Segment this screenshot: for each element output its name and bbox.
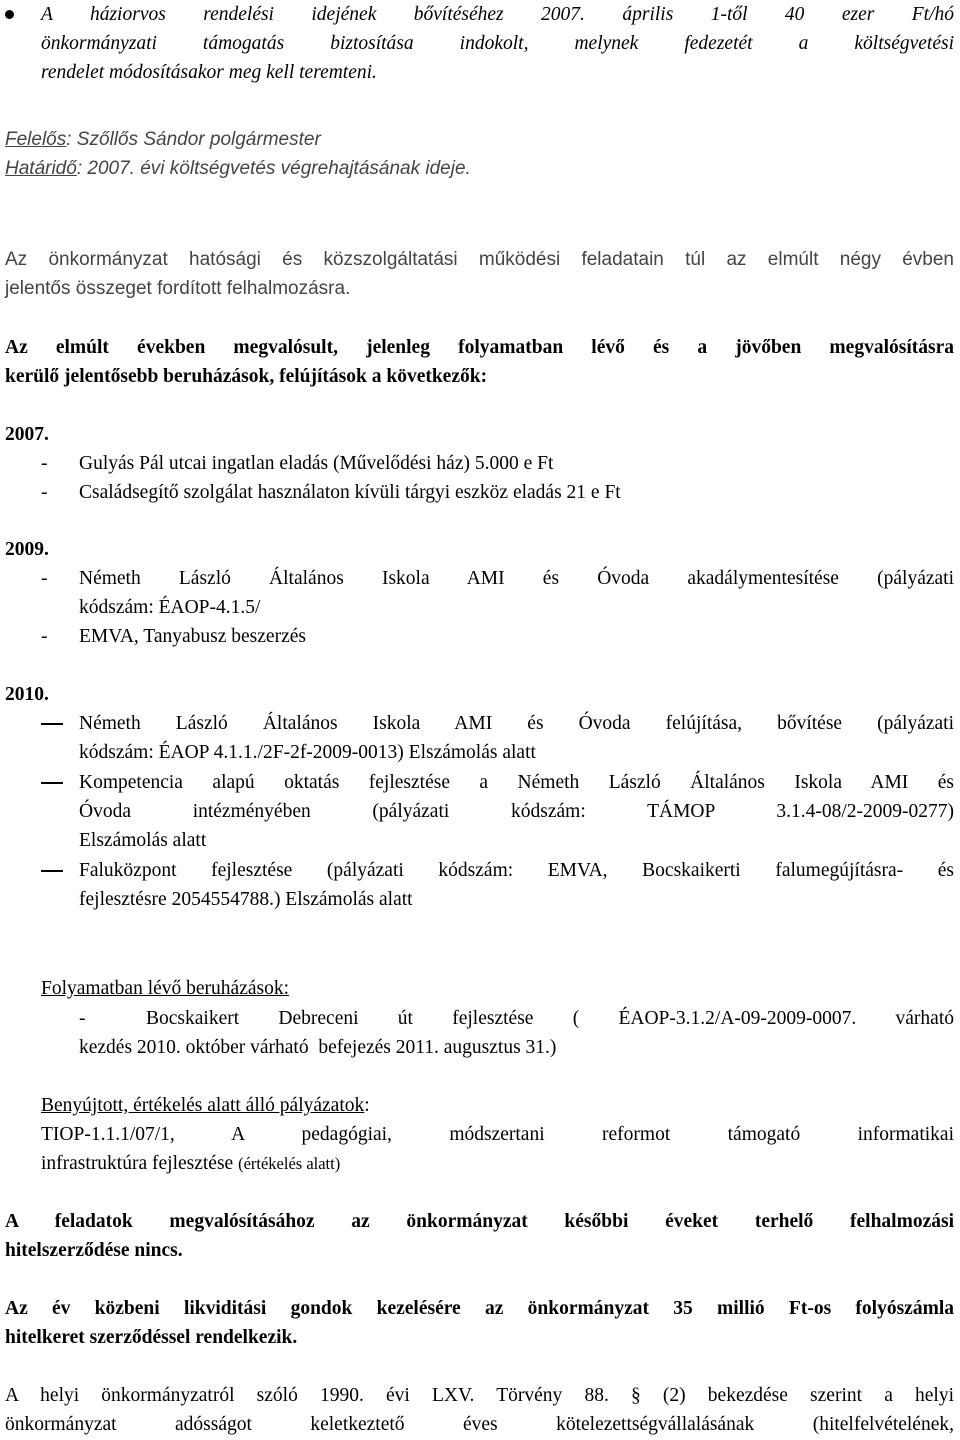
year-2010-heading: 2010. xyxy=(5,684,49,705)
item-line-2: Óvoda intézményében (pályázati kódszám: TÁMOP 3.1.4-08/2-2009-0277) xyxy=(79,801,954,822)
submitted-line-2-note: (értékelés alatt) xyxy=(238,1154,341,1173)
item-text: EMVA, Tanyabusz beszerzés xyxy=(79,626,306,647)
intro-line-3: rendelet módosításakor meg kell teremteni. xyxy=(41,62,377,83)
item-line-2: fejlesztésre 2054554788.) Elszámolás alatt xyxy=(79,889,413,910)
dash-marker: - xyxy=(41,568,48,589)
statement-1-line-1: A feladatok megvalósításához az önkormányzat későbbi éveket terhelő felhalmozási xyxy=(5,1211,954,1232)
dash-marker: - xyxy=(79,1008,86,1029)
submitted-item xyxy=(41,1120,954,1178)
responsible-label: Felelős xyxy=(5,129,67,150)
item-line-2: kódszám: ÉAOP 4.1.1./2F-2f-2009-0013) Elszámolás alatt xyxy=(79,742,536,763)
year-2010-item-2 xyxy=(79,768,954,855)
statement-1 xyxy=(5,1207,954,1265)
ongoing-line-1: Bocskaikert Debreceni út fejlesztése ( ÉAOP-3.1.2/A-09-2009-0007. várható xyxy=(146,1008,954,1029)
deadline-value: : 2007. évi költségvetés végrehajtásának ideje. xyxy=(76,158,471,179)
item-text: Gulyás Pál utcai ingatlan eladás (Művelődési ház) 5.000 e Ft xyxy=(79,453,554,474)
ongoing-title-text: Folyamatban lévő beruházások: xyxy=(41,978,290,999)
long-dash-marker xyxy=(41,782,63,784)
item-line-1: Kompetencia alapú oktatás fejlesztése a Németh László Általános Iskola AMI és xyxy=(79,772,954,793)
investment-paragraph xyxy=(5,245,954,303)
submitted-title-colon: : xyxy=(364,1095,370,1116)
statement-2 xyxy=(5,1294,954,1352)
submitted-title xyxy=(41,1091,954,1120)
long-dash-marker xyxy=(41,723,63,725)
submitted-line-1: TIOP-1.1.1/07/1, A pedagógiai, módszertani reformot támogató informatikai xyxy=(41,1124,954,1145)
bullet-dot-icon xyxy=(5,10,14,19)
responsible-value: : Szőllős Sándor polgármester xyxy=(66,129,321,150)
law-line-1: A helyi önkormányzatról szóló 1990. évi LXV. Törvény 88. § (2) bekezdése szerint a helyi xyxy=(5,1385,954,1406)
year-2009-heading: 2009. xyxy=(5,539,49,560)
year-2010-item-3 xyxy=(79,856,954,914)
statement-2-line-1: Az év közbeni likviditási gondok kezelésére az önkormányzat 35 millió Ft-os folyószámla xyxy=(5,1298,954,1319)
statement-1-line-2: hitelszerződése nincs. xyxy=(5,1240,183,1261)
investments-heading xyxy=(5,333,954,391)
submitted-line-2 xyxy=(41,1149,954,1178)
item-line-1: Németh László Általános Iskola AMI és Óvoda felújítása, bővítése (pályázati xyxy=(79,713,954,734)
deadline-label: Határidő xyxy=(5,158,77,179)
long-dash-marker xyxy=(41,870,63,872)
statement-2-line-2: hitelkeret szerződéssel rendelkezik. xyxy=(5,1327,298,1348)
deadline-line xyxy=(5,154,954,183)
ongoing-item xyxy=(79,1004,954,1062)
investment-line-1: Az önkormányzat hatósági és közszolgáltatási működési feladatain túl az elmúlt négy évben xyxy=(5,249,954,270)
submitted-title-text: Benyújtott, értékelés alatt álló pályázatok xyxy=(41,1095,365,1116)
year-2010-item-1 xyxy=(79,709,954,767)
item-line-2: kódszám: ÉAOP-4.1.5/ xyxy=(79,597,261,618)
intro-line-2: önkormányzati támogatás biztosítása indokolt, melynek fedezetét a költségvetési xyxy=(41,33,954,54)
item-text-block xyxy=(79,564,954,622)
item-line-3: Elszámolás alatt xyxy=(79,830,207,851)
submitted-line-2-main: infrastruktúra fejlesztése xyxy=(41,1153,234,1174)
ongoing-line-1-wrap xyxy=(79,1004,954,1033)
ongoing-line-2: kezdés 2010. október várható befejezés 2011. augusztus 31.) xyxy=(79,1037,557,1058)
law-paragraph xyxy=(5,1381,954,1439)
item-text: Családsegítő szolgálat használaton kívüli tárgyi eszköz eladás 21 e Ft xyxy=(79,482,621,503)
responsible-line xyxy=(5,125,954,154)
heading-line-2: kerülő jelentősebb beruházások, felújítások a következők: xyxy=(5,366,488,387)
dash-marker: - xyxy=(41,453,48,474)
dash-marker: - xyxy=(41,482,48,503)
ongoing-title xyxy=(41,974,954,1003)
investment-line-2: jelentős összeget fordított felhalmozásra. xyxy=(5,278,351,299)
dash-marker: - xyxy=(41,626,48,647)
heading-line-1: Az elmúlt években megvalósult, jelenleg folyamatban lévő és a jövőben megvalósításra xyxy=(5,337,954,358)
item-line-1: Faluközpont fejlesztése (pályázati kódszám: EMVA, Bocskaikerti falumegújításra- és xyxy=(79,860,954,881)
year-2007-heading: 2007. xyxy=(5,424,49,445)
law-line-2: önkormányzat adósságot keletkeztető éves kötelezettségvállalásának (hitelfelvételének, xyxy=(5,1414,954,1435)
item-line-1: Németh László Általános Iskola AMI és Óvoda akadálymentesítése (pályázati xyxy=(79,568,954,589)
intro-bullet-paragraph xyxy=(41,0,954,87)
intro-line-1: A háziorvos rendelési idejének bővítéséhez 2007. április 1-től 40 ezer Ft/hó xyxy=(41,4,954,25)
